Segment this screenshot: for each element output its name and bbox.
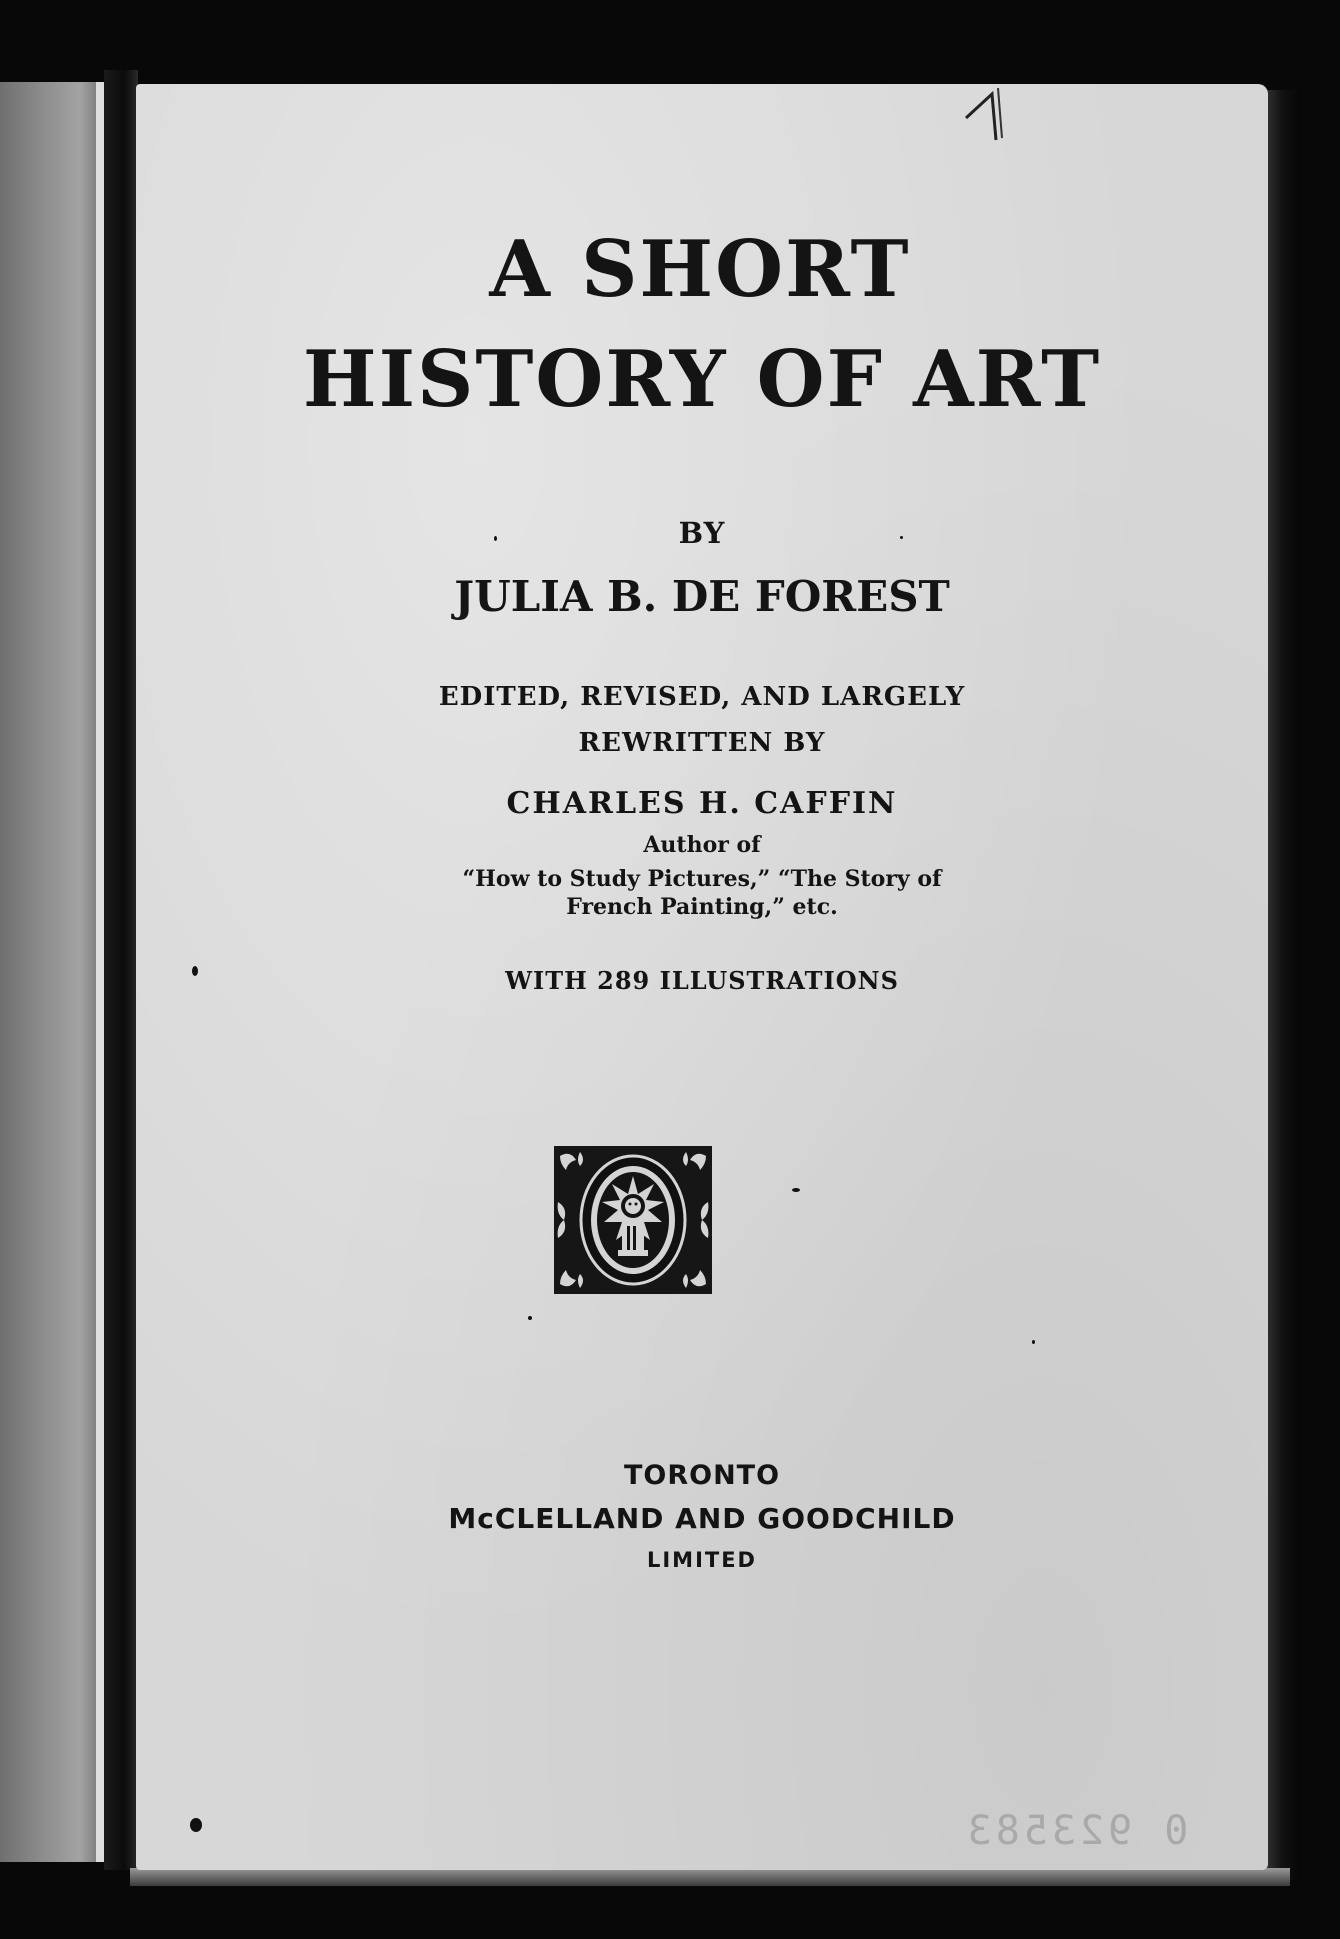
ink-speck bbox=[900, 536, 903, 539]
pencil-corner-mark bbox=[962, 84, 1022, 144]
page-bottom-edge bbox=[130, 1868, 1290, 1886]
ink-speck bbox=[792, 1188, 800, 1192]
publisher-device-emblem-icon bbox=[550, 1142, 716, 1298]
book-gutter bbox=[104, 70, 138, 1870]
editor-credit-line-1: EDITED, REVISED, AND LARGELY bbox=[438, 682, 966, 712]
publisher-city: TORONTO bbox=[623, 1460, 781, 1491]
ink-speck bbox=[1032, 1340, 1035, 1344]
publisher-name: McCLELLAND AND GOODCHILD bbox=[448, 1502, 956, 1535]
editor-name: CHARLES H. CAFFIN bbox=[506, 786, 898, 821]
ink-speck bbox=[528, 1316, 532, 1320]
previous-works-line-2: French Painting,” etc. bbox=[566, 894, 838, 920]
by-label: BY bbox=[678, 516, 726, 550]
previous-leaf-highlight bbox=[96, 82, 104, 1862]
page-stack-edge bbox=[1262, 90, 1302, 1880]
book-title-line-2: HISTORY OF ART bbox=[302, 334, 1102, 425]
illustrations-count: WITH 289 ILLUSTRATIONS bbox=[505, 966, 899, 995]
editor-credit-line-2: REWRITTEN BY bbox=[578, 728, 826, 758]
library-stamp-number: 0 923583 bbox=[963, 1808, 1189, 1854]
ink-speck bbox=[494, 536, 497, 541]
author-name: JULIA B. DE FOREST bbox=[454, 572, 950, 621]
book-title-line-1: A SHORT bbox=[489, 224, 911, 315]
ink-speck bbox=[192, 966, 198, 976]
publisher-suffix: LIMITED bbox=[646, 1548, 757, 1572]
ink-speck bbox=[190, 1818, 202, 1832]
previous-works-line-1: “How to Study Pictures,” “The Story of bbox=[462, 866, 942, 892]
previous-leaf-edge bbox=[0, 82, 100, 1862]
author-of-label: Author of bbox=[643, 832, 761, 858]
title-page bbox=[136, 84, 1268, 1870]
